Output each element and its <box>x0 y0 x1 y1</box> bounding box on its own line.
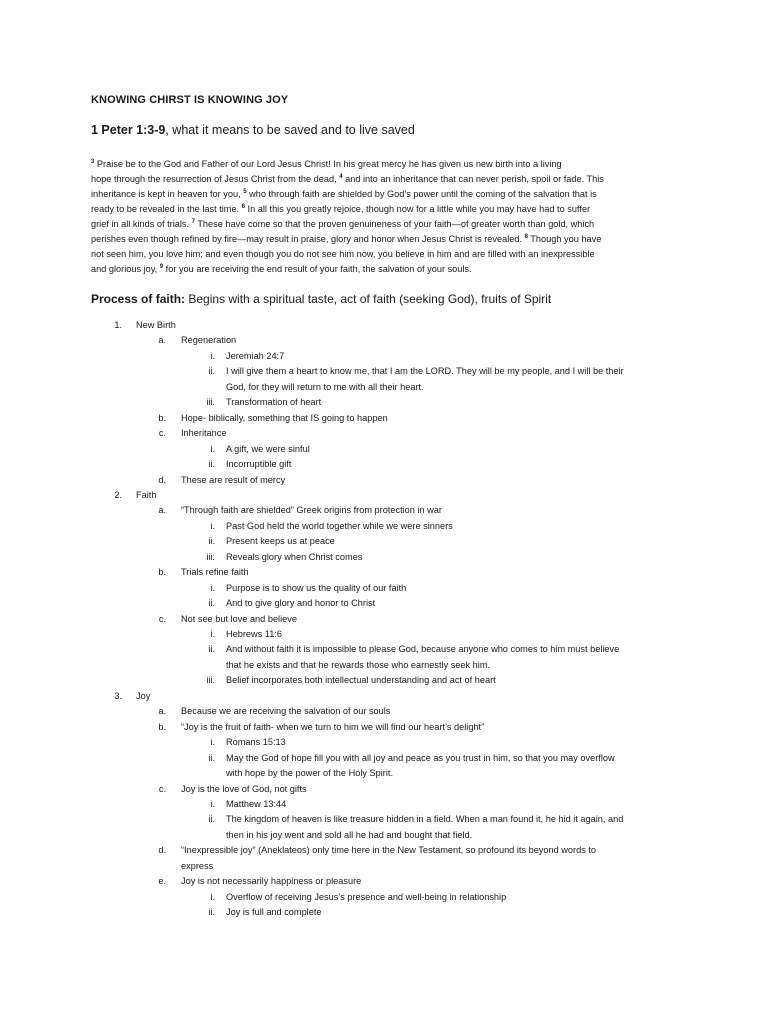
outline-text: Reveals glory when Christ comes <box>226 551 363 562</box>
outline-text: The kingdom of heaven is like treasure hidden in a field. When a man found it, he hid it again, and <box>226 814 624 825</box>
outline-marker: i. <box>210 443 215 454</box>
outline-marker: ii. <box>208 752 215 763</box>
passage-text: hope through the resurrection of Jesus Christ from the dead, <box>91 174 340 184</box>
outline-text: God, for they will return to me with all their heart. <box>226 381 424 392</box>
outline-marker: iii. <box>206 551 215 562</box>
outline-text: Inheritance <box>181 428 227 439</box>
outline-marker: ii. <box>208 366 215 377</box>
outline-marker: d. <box>158 845 166 856</box>
outline-marker: ii. <box>208 814 215 825</box>
passage-text: ready to be revealed in the last time. <box>91 204 242 214</box>
outline-text: Hebrews 11:6 <box>226 629 283 639</box>
outline-text: Joy is full and complete <box>226 907 322 918</box>
verse-number: 5 <box>243 189 247 195</box>
outline-marker: a. <box>158 335 166 346</box>
outline-marker: i. <box>210 737 215 748</box>
outline-text: And to give glory and honor to Christ <box>226 598 376 609</box>
subtitle-description: , what it means to be saved and to live saved <box>165 123 415 137</box>
outline-text: Overflow of receiving Jesus’s presence and well-being in relationship <box>226 891 507 902</box>
process-heading-label: Process of faith: <box>91 292 186 306</box>
outline-text: May the God of hope fill you with all joy and peace as you trust in him, so that you may overflow <box>226 752 615 763</box>
outline-text: Not see but love and believe <box>181 613 297 624</box>
passage-text: Though you have <box>527 234 602 244</box>
verse-number: 3 <box>91 159 95 165</box>
outline-text: Joy is the love of God, not gifts <box>181 783 307 794</box>
verse-number: 7 <box>191 219 195 225</box>
passage-text: not seen him, you love him; and even though you do not see him now, you believe in him and are filled with an inexpressible <box>91 249 595 259</box>
document-title: KNOWING CHIRST IS KNOWING JOY <box>91 94 289 106</box>
outline-text: express <box>181 860 214 871</box>
outline-marker: i. <box>210 798 215 809</box>
process-heading-text: Begins with a spiritual taste, act of faith (seeking God), fruits of Spirit <box>185 292 552 306</box>
outline-marker: iii. <box>206 397 215 408</box>
passage-text: In all this you greatly rejoice, though now for a little while you may have had to suffer <box>245 204 591 214</box>
outline-text: Because we are receiving the salvation of our souls <box>181 706 391 717</box>
outline-marker: b. <box>158 721 166 732</box>
outline-text: “Through faith are shielded” Greek origins from protection in war <box>181 505 442 516</box>
outline-text: Past God held the world together while we were sinners <box>226 520 453 531</box>
outline-marker: iii. <box>206 675 215 686</box>
outline-marker: ii. <box>208 598 215 609</box>
passage-text: perishes even though refined by fire—may result in praise, glory and honor when Jesus Christ is revealed. <box>91 234 525 244</box>
outline-text: Matthew 13:44 <box>226 798 287 809</box>
outline-text: with hope by the power of the Holy Spirit. <box>226 768 393 779</box>
outline-marker: a. <box>158 505 166 516</box>
passage-text: Praise be to the God and Father of our Lord Jesus Christ! In his great mercy he has given us new birth into a living <box>94 159 562 169</box>
scripture-reference: 1 Peter 1:3-9 <box>91 123 166 137</box>
outline-text: Joy is not necessarily happiness or pleasure <box>181 876 362 887</box>
outline-marker: b. <box>158 567 166 578</box>
outline-text: then in his joy went and sold all he had and bought that field. <box>226 829 473 840</box>
passage-text: and into an inheritance that can never perish, spoil or fade. This <box>342 174 604 184</box>
outline-text: These are result of mercy <box>181 474 286 485</box>
outline-text: Faith <box>136 489 157 500</box>
passage-text: These have come so that the proven genuineness of your faith—of greater worth than gold, which <box>194 219 595 229</box>
passage-text: who through faith are shielded by God’s power until the coming of the salvation that is <box>246 189 597 199</box>
outline-marker: 2. <box>114 489 122 500</box>
outline-marker: i. <box>210 520 215 531</box>
outline-text: Transformation of heart <box>226 397 322 408</box>
outline-text: And without faith it is impossible to please God, because anyone who comes to him must believe <box>226 644 620 655</box>
outline-marker: 1. <box>114 320 122 330</box>
outline-text: Jeremiah 24:7 <box>226 350 285 361</box>
outline-marker: i. <box>210 582 215 593</box>
verse-number: 8 <box>524 234 528 240</box>
outline-marker: 3. <box>114 690 122 701</box>
outline-text: A gift, we were sinful <box>226 443 310 454</box>
outline-marker: c. <box>158 613 166 624</box>
outline-text: I will give them a heart to know me, that I am the LORD. They will be my people, and I will be their <box>226 366 624 377</box>
outline-text: Incorruptible gift <box>226 459 292 470</box>
verse-number: 9 <box>159 264 164 270</box>
outline-text: Romans 15:13 <box>226 737 286 748</box>
passage-text: grief in all kinds of trials. <box>91 219 192 229</box>
outline-marker: a. <box>158 706 166 717</box>
verse-number: 6 <box>241 204 245 210</box>
outline-marker: ii. <box>208 907 215 918</box>
outline-marker: d. <box>158 474 166 485</box>
outline-marker: c. <box>158 428 166 439</box>
outline-text: Belief incorporates both intellectual understanding and act of heart <box>226 675 496 686</box>
outline-marker: i. <box>210 891 215 902</box>
passage-text: and glorious joy, <box>91 264 160 274</box>
outline-text: “Inexpressible joy” (Aneklateos) only time here in the New Testament, so profound its beyond words to <box>181 845 597 856</box>
passage-text: inheritance is kept in heaven for you, <box>91 189 244 199</box>
outline-marker: b. <box>158 412 166 423</box>
outline-text: Purpose is to show us the quality of our faith <box>226 582 407 593</box>
outline-marker: ii. <box>208 536 215 547</box>
outline-text: New Birth <box>136 320 176 330</box>
outline-text: Regeneration <box>181 335 237 346</box>
outline-marker: ii. <box>208 644 215 655</box>
outline-text: Joy <box>136 690 151 701</box>
outline-text: Hope- biblically, something that IS going to happen <box>181 412 388 423</box>
outline-marker: c. <box>158 783 166 794</box>
outline-marker: i. <box>210 350 215 361</box>
verse-number: 4 <box>339 174 343 180</box>
outline-text: Present keeps us at peace <box>226 536 335 547</box>
passage-text: for you are receiving the end result of your faith, the salvation of your souls. <box>163 264 472 274</box>
outline-text: that he exists and that he rewards those who earnestly seek him. <box>226 659 491 670</box>
outline-marker: i. <box>210 629 215 639</box>
outline-marker: e. <box>158 876 166 887</box>
outline-text: Trials refine faith <box>181 567 249 578</box>
outline-text: “Joy is the fruit of faith- when we turn to him we will find our heart’s delight” <box>181 721 485 732</box>
outline-marker: ii. <box>208 459 215 470</box>
